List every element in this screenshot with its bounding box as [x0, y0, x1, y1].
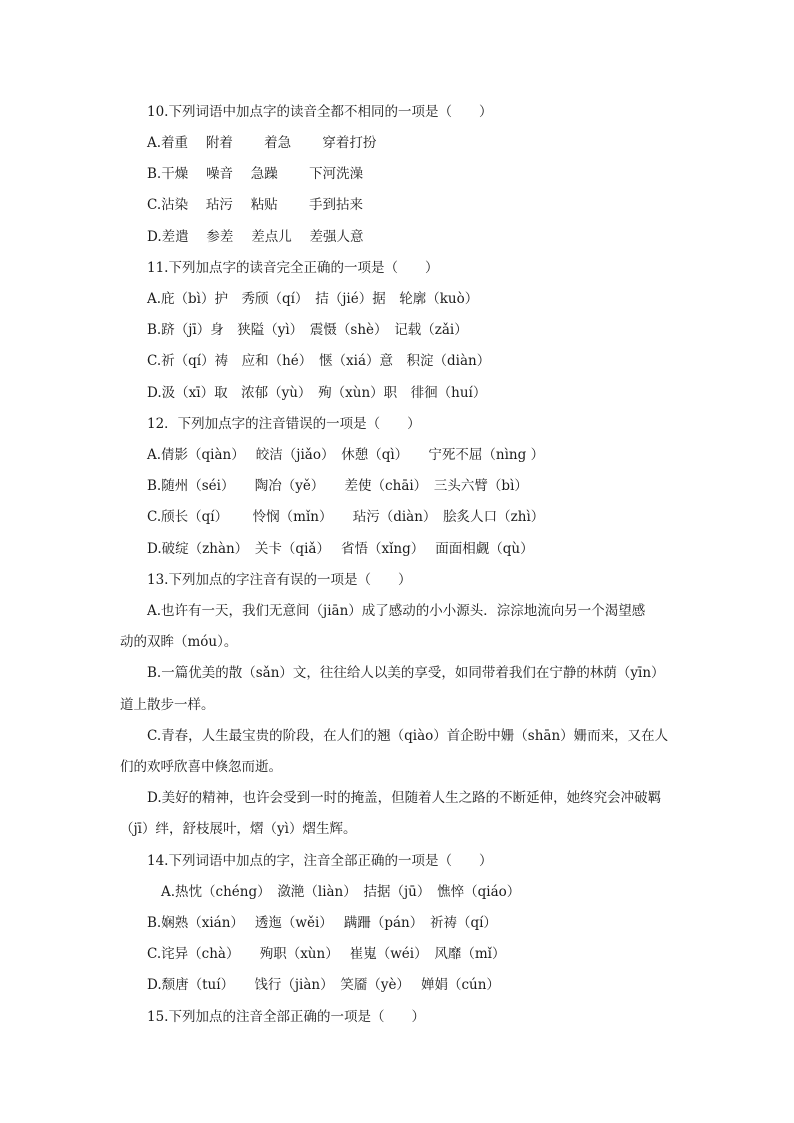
question-15-stem: 15.下列加点的注音全部正确的一项是（ ）: [147, 1009, 425, 1025]
q11-option-b: B.跻（jī）身 狭隘（yì） 震慑（shè） 记载（zǎi）: [147, 322, 468, 338]
question-14-stem: 14.下列词语中加点的字，注音全部正确的一项是（ ）: [147, 853, 493, 869]
q13-option-c-continued: 们的欢呼欣喜中倏忽而逝。: [120, 759, 282, 775]
q14-option-b: B.娴熟（xián） 透迤（wěi） 蹒跚（pán） 祈祷（qí）: [147, 915, 497, 931]
q13-option-c: C.青春，人生最宝贵的阶段，在人们的翘（qiào）首企盼中姗（shān）姗而来，又在人: [147, 728, 669, 744]
q14-option-a: A.热忱（chéng） 潋滟（liàn） 拮据（jū） 憔悴（qiáo）: [161, 884, 521, 900]
q12-option-b: B.随州（séi） 陶冶（yě） 差使（chāi） 三头六臂（bì）: [147, 478, 528, 494]
question-11-stem: 11.下列加点字的读音完全正确的一项是（ ）: [147, 260, 439, 276]
q10-option-c: C.沾染 玷污 粘贴 手到拈来: [147, 197, 364, 213]
q14-option-d: D.颓唐（tuí） 饯行（jiàn） 笑靥（yè） 婵娟（cún）: [147, 977, 500, 993]
q13-option-d: D.美好的精神，也许会受到一时的掩盖，但随着人生之路的不断延伸，她终究会冲破羁: [147, 790, 662, 806]
q12-option-d: D.破绽（zhàn） 关卡（qiǎ） 省悟（xǐng） 面面相觑（qù）: [147, 541, 534, 557]
question-10-stem: 10.下列词语中加点字的读音全都不相同的一项是（ ）: [147, 104, 493, 120]
q14-option-c: C.诧异（chà） 殉职（xùn） 崔嵬（wéi） 风靡（mǐ）: [147, 946, 506, 962]
q10-option-a: A.着重 附着 着急 穿着打扮: [147, 135, 377, 151]
question-13-stem: 13.下列加点的字注音有误的一项是（ ）: [147, 572, 412, 588]
q11-option-c: C.祈（qí）祷 应和（hé） 惬（xiá）意 积淀（diàn）: [147, 353, 491, 369]
q10-option-d: D.差遣 参差 差点儿 差强人意: [147, 229, 364, 245]
q12-option-c: C.颀长（qí） 怜悯（mǐn） 玷污（diàn） 脍炙人口（zhì）: [147, 509, 545, 525]
question-12-stem: 12．下列加点字的注音错误的一项是（ ）: [147, 416, 421, 432]
q11-option-a: A.庇（bì）护 秀颀（qí） 拮（jié）据 轮廓（kuò）: [147, 291, 479, 307]
q13-option-b-continued: 道上散步一样。: [120, 697, 215, 713]
q10-option-b: B.干燥 噪音 急躁 下河洗澡: [147, 166, 364, 182]
q13-option-d-continued: （jī）绊，舒枝展叶，熠（yì）熠生辉。: [120, 821, 357, 837]
q13-option-a: A.也许有一天，我们无意间（jiān）成了感动的小小源头．淙淙地流向另一个渴望感: [147, 603, 646, 619]
q12-option-a: A.倩影（qiàn） 皎洁（jiǎo） 休憩（qì） 宁死不屈（nìng ）: [147, 447, 545, 463]
q11-option-d: D.汲（xī）取 浓郁（yù） 殉（xùn）职 徘徊（huí）: [147, 385, 487, 401]
q13-option-b: B.一篇优美的散（sǎn）文，往往给人以美的享受，如同带着我们在宁静的林荫（yīn）: [147, 665, 665, 681]
q13-option-a-continued: 动的双眸（móu）。: [120, 634, 238, 650]
